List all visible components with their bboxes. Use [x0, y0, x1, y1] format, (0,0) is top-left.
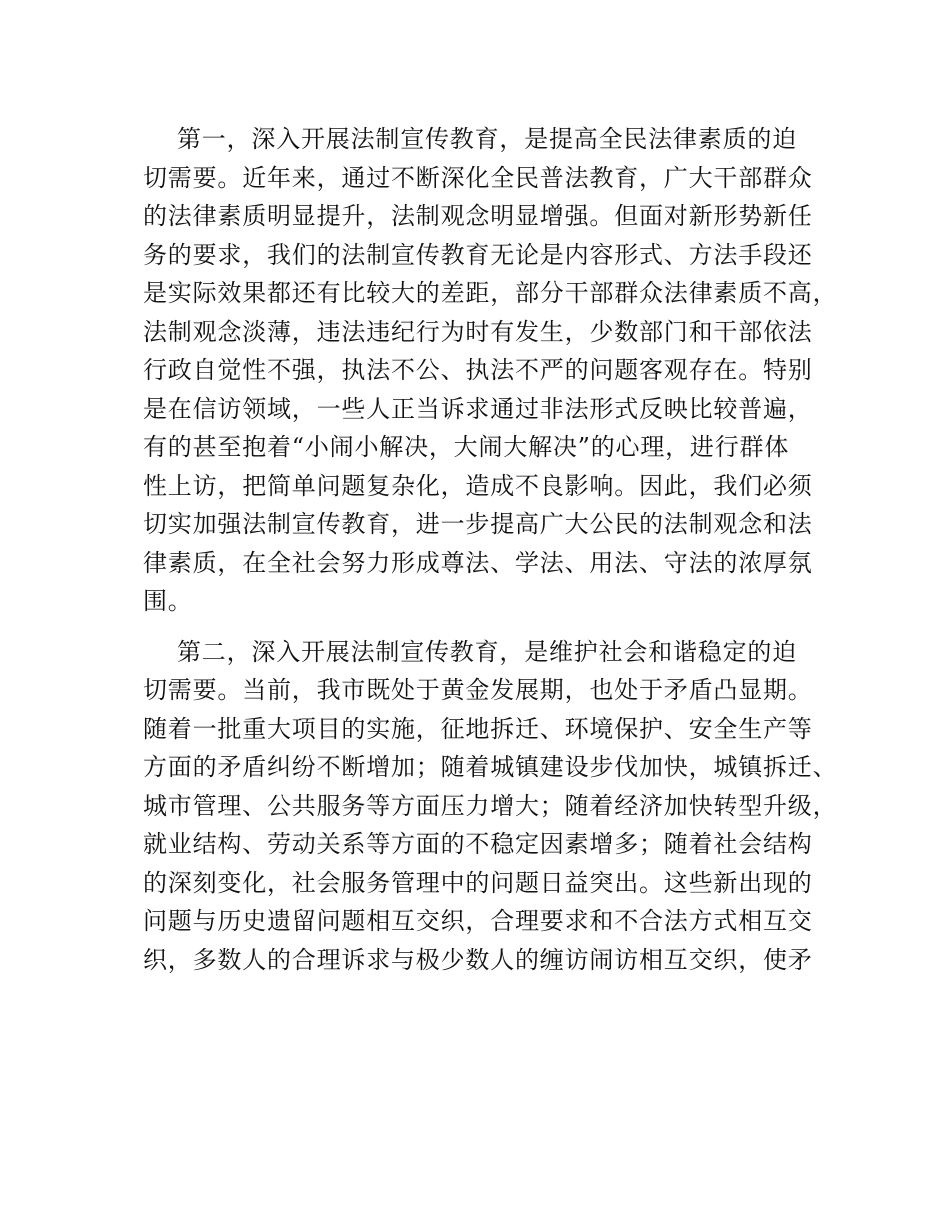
text-line: 律素质，在全社会努力形成尊法、学法、用法、守法的浓厚氛: [143, 548, 813, 577]
text-line: 行政自觉性不强，执法不公、执法不严的问题客观存在。特别: [143, 356, 813, 384]
paragraph-1: [143, 120, 838, 621]
text-line: 法制观念淡薄，违法违纪行为时有发生，少数部门和干部依法: [143, 317, 813, 346]
document-body: [143, 120, 838, 979]
text-line: 第一，深入开展法制宣传教育，是提高全民法律素质的迫: [177, 125, 797, 153]
text-line: 就业结构、劳动关系等方面的不稳定因素增多；随着社会结构: [143, 830, 813, 858]
text-line: 围。: [143, 587, 193, 615]
text-line: 切需要。近年来，通过不断深化全民普法教育，广大干部群众: [143, 163, 813, 192]
text-line: 随着一批重大项目的实施，征地拆迁、环境保护、安全生产等: [143, 714, 813, 743]
text-line: 是实际效果都还有比较大的差距，部分干部群众法律素质不高，: [143, 279, 838, 307]
text-line: 第二，深入开展法制宣传教育，是维护社会和谐稳定的迫: [177, 637, 797, 666]
text-line: 切实加强法制宣传教育，进一步提高广大公民的法制观念和法: [143, 510, 813, 538]
text-line: 织，多数人的合理诉求与极少数人的缠访闹访相互交织，使矛: [143, 945, 813, 974]
text-line: 方面的矛盾纠纷不断增加；随着城镇建设步伐加快，城镇拆迁、: [143, 753, 838, 781]
paragraph-2: [143, 633, 838, 980]
text-line: 的深刻变化，社会服务管理中的问题日益突出。这些新出现的: [143, 868, 813, 897]
text-line: 的法律素质明显提升，法制观念明显增强。但面对新形势新任: [143, 202, 813, 230]
text-line: 是在信访领域，一些人正当诉求通过非法形式反映比较普遍，: [143, 394, 813, 423]
text-line: 切需要。当前，我市既处于黄金发展期，也处于矛盾凸显期。: [143, 676, 813, 704]
text-line: 务的要求，我们的法制宣传教育无论是内容形式、方法手段还: [143, 240, 813, 269]
text-line: 有的甚至抱着“小闹小解决，大闹大解决”的心理，进行群体: [143, 433, 790, 461]
text-line: 问题与历史遗留问题相互交织，合理要求和不合法方式相互交: [143, 907, 813, 935]
text-line: 城市管理、公共服务等方面压力增大；随着经济加快转型升级，: [143, 791, 838, 820]
text-line: 性上访，把简单问题复杂化，造成不良影响。因此，我们必须: [143, 471, 813, 500]
